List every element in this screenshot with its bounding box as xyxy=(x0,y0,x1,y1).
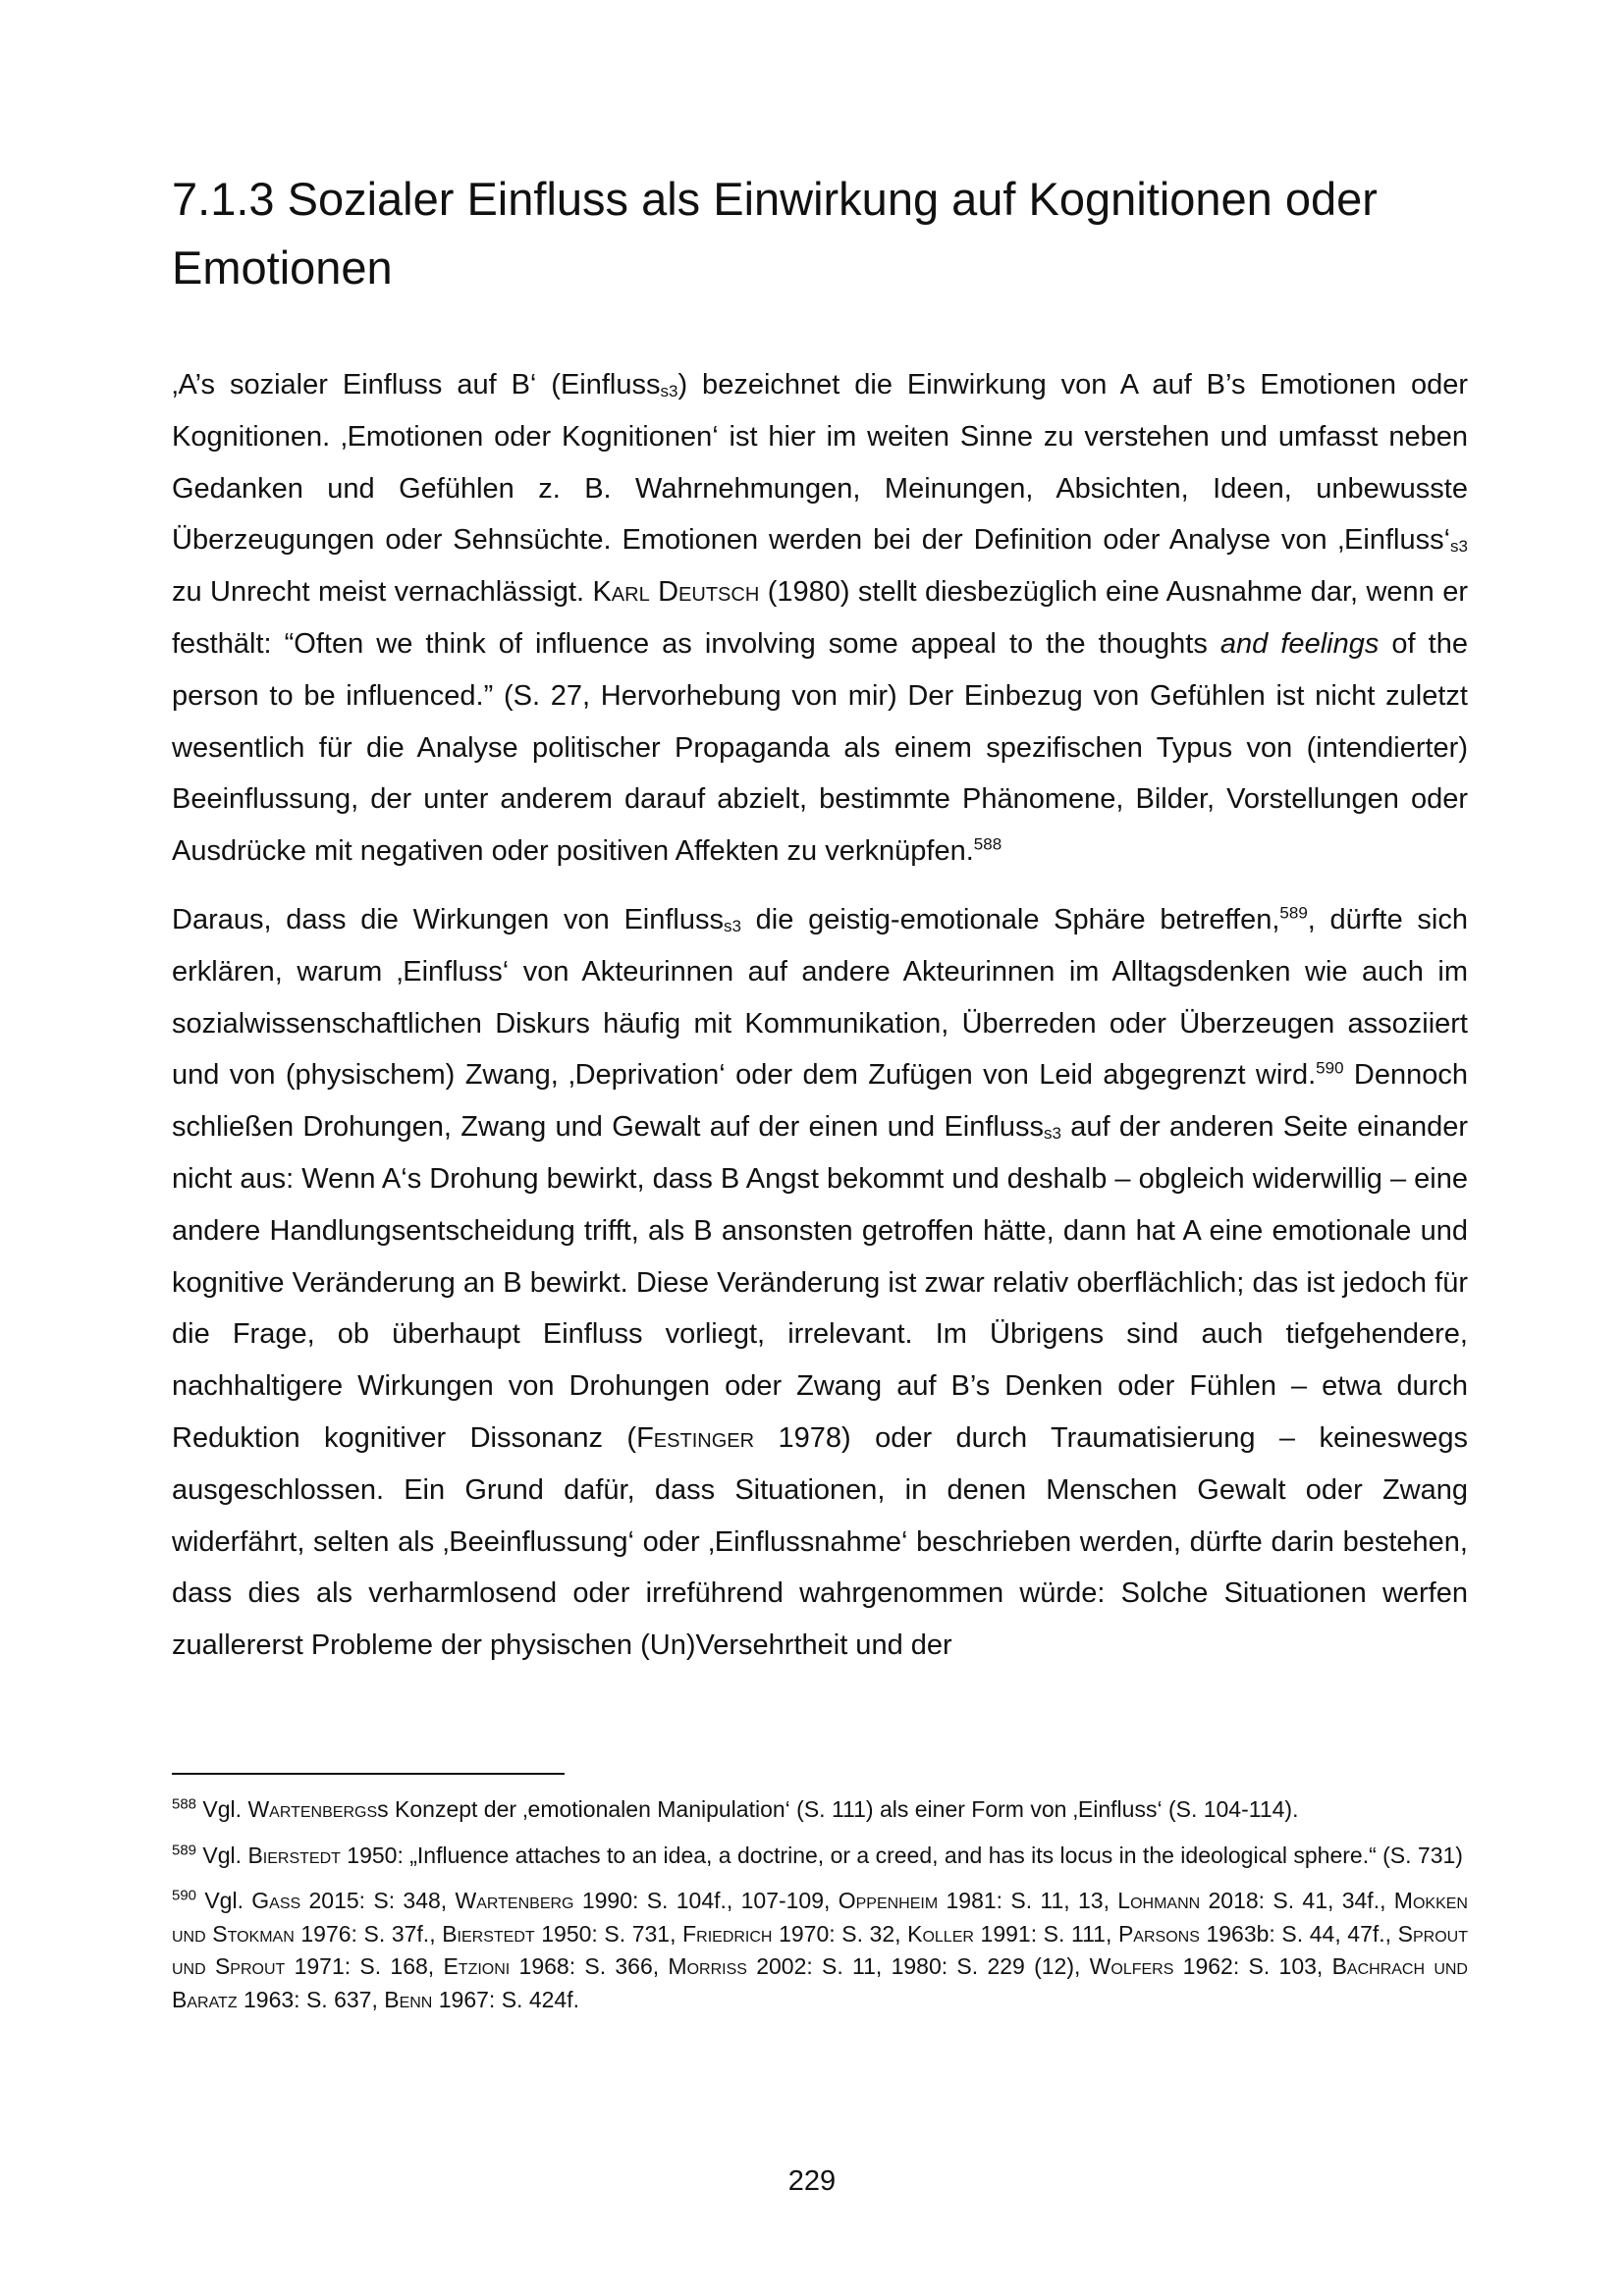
cited-author: Bachrach und Baratz xyxy=(172,1953,1468,2012)
subscript-s3: s3 xyxy=(724,916,741,935)
emphasis-text: and feelings xyxy=(1219,627,1380,660)
cited-author: Morriss xyxy=(668,1953,747,1979)
paragraph-2-text: auf der anderen Seite einander nicht aus: Wenn A‘s Drohung bewirkt, dass B Angst bekommt und deshalb – obgleich widerwillig – eine andere Handlungsentscheidung trifft, als B ansonsten getroffen hätte, dann hat A eine emotionale und kognitive Veränderung an B bewirkt. Diese Veränderung ist zwar relativ oberflächlich; das ist jedoch für die Frage, ob überhaupt Einfluss vorliegt, irrelevant. Im Übrigens sind auch tiefgehendere, nachhaltigere Wirkungen von Drohungen oder Zwang auf B’s Denken oder Fühlen – etwa durch Reduktion kognitiver Dissonanz ( xyxy=(172,1111,1468,1454)
footnotes xyxy=(172,1793,1468,2029)
paragraph-1-text: (1980) stellt diesbezüglich eine Ausnahme dar, wenn er festhält: “Often we think of influence as involving some appeal to the thoughts xyxy=(172,576,1468,660)
cited-author: Bierstedt xyxy=(442,1920,535,1947)
author-name: Karl Deutsch xyxy=(592,576,760,609)
page-number: 229 xyxy=(787,2165,837,2197)
body-text xyxy=(172,359,1468,1672)
footnote-text: Vgl. xyxy=(196,1842,248,1868)
cited-author: Mokken und Stokman xyxy=(172,1888,1468,1947)
cited-author: Oppenheim xyxy=(838,1888,939,1913)
paragraph-1-text: ) bezeichnet die Einwirkung von A auf B’s Emotionen oder Kognitionen. ‚Emotionen oder Kognitionen‘ ist hier im weiten Sinne zu verstehen und umfasst neben Gedanken und Gefühlen z. B. Wahrnehmungen, Meinungen, Absichten, Ideen, unbewusste Überzeugungen oder Sehnsüchte. Emotionen werden bei der Definition oder Analyse von ‚Einfluss‘ xyxy=(172,369,1468,557)
footnote-text: 1981: S. 11, 13, xyxy=(938,1888,1118,1913)
footnote-number: 588 xyxy=(172,1795,197,1813)
footnote-text: 2015: S: 348, xyxy=(300,1888,456,1913)
cited-author: Bierstedt xyxy=(247,1842,341,1868)
footnote-text: 2018: S. 41, 34f., xyxy=(1200,1888,1394,1913)
cited-author: Etzioni xyxy=(443,1953,511,1979)
subscript-s3: s3 xyxy=(660,382,678,400)
paragraph-1 xyxy=(172,359,1468,878)
footnote-text: 1991: S. 111, xyxy=(973,1920,1118,1947)
footnote-text: 1970: S. 32, xyxy=(772,1920,908,1947)
footnote-text: s Konzept der ‚emotionalen Manipulation‘ (S. 111) als einer Form von ‚Einfluss‘ (S. 104-114). xyxy=(377,1796,1299,1822)
footnote-number: 589 xyxy=(172,1841,197,1858)
cited-author: Koller xyxy=(907,1920,974,1947)
cited-author: Lohmann xyxy=(1117,1888,1201,1913)
footnote-number: 590 xyxy=(172,1887,197,1904)
paragraph-2 xyxy=(172,894,1468,1672)
paragraph-2-text: Dennoch schließen Drohungen, Zwang und Gewalt auf der einen und Einfluss xyxy=(172,1059,1468,1144)
footnote-text: Vgl. xyxy=(196,1796,248,1822)
subscript-s3: s3 xyxy=(1450,537,1468,557)
author-name: Festinger xyxy=(636,1421,755,1454)
paragraph-2-text: 1978) oder durch Traumatisierung – keineswegs ausgeschlossen. Ein Grund dafür, dass Situationen, in denen Menschen Gewalt oder Zwang widerfährt, selten als ‚Beeinflussung‘ oder ‚Einflussnahme‘ beschrieben werden, dürfte darin bestehen, dass dies als verharmlosend oder irreführend wahrgenommen würde: Solche Situationen werfen zuallererst Probleme der physischen (Un)Versehrtheit und der xyxy=(172,1421,1468,1662)
footnote-text: 2002: S. 11, 1980: S. 229 (12), xyxy=(746,1953,1090,1979)
footnote-text: 1990: S. 104f., 107-109, xyxy=(573,1888,839,1913)
footnote-text: 1950: „Influence attaches to an idea, a doctrine, or a creed, and has its locus in the ideological sphere.“ (S. 731) xyxy=(340,1842,1463,1868)
footnote-text: 1950: S. 731, xyxy=(534,1920,683,1947)
footnote-text: 1971: S. 168, xyxy=(285,1953,444,1979)
cited-author: Parsons xyxy=(1117,1920,1200,1947)
footnote-text: 1962: S. 103, xyxy=(1173,1953,1332,1979)
paragraph-2-text: die geistig-emotionale Sphäre betreffen, xyxy=(740,903,1280,935)
footnote-text: 1963: S. 637, xyxy=(237,1986,385,2012)
subscript-s3: s3 xyxy=(1044,1124,1061,1144)
cited-author: Friedrich xyxy=(682,1920,773,1947)
footnote-590 xyxy=(172,1885,1468,2016)
footnote-ref-589[interactable]: 589 xyxy=(1279,903,1308,923)
footnote-ref-588[interactable]: 588 xyxy=(973,834,1002,854)
paragraph-1-text: zu Unrecht meist vernachlässigt. xyxy=(172,576,593,609)
footnote-588 xyxy=(172,1793,1468,1827)
cited-author: Wolfers xyxy=(1089,1953,1174,1979)
paragraph-1-text: ‚A’s sozialer Einfluss auf B‘ (Einfluss xyxy=(172,369,661,400)
footnote-ref-590[interactable]: 590 xyxy=(1316,1058,1344,1078)
cited-author: Gass xyxy=(251,1888,301,1913)
cited-author: Wartenbergs xyxy=(247,1796,378,1822)
cited-author: Benn xyxy=(384,1986,433,2012)
footnote-589 xyxy=(172,1840,1468,1873)
cited-author: Wartenberg xyxy=(455,1888,574,1913)
paragraph-2-text: Daraus, dass die Wirkungen von Einfluss xyxy=(172,903,724,935)
paragraph-1-text: of the person to be influenced.” (S. 27, Hervorhebung von mir) Der Einbezug von Gefühlen ist nicht zuletzt wesentlich für die Analyse politischer Propaganda als einem spezifischen Typus von (intendierter) Beeinflussung, der unter anderem darauf abzielt, bestimmte Phänomene, Bilder, Vorstellungen oder Ausdrücke mit negativen oder positiven Affekten zu verknüpfen. xyxy=(172,627,1468,868)
cited-author: Sprout und Sprout xyxy=(172,1920,1468,1979)
footnote-text: 1968: S. 366, xyxy=(510,1953,669,1979)
section-heading: 7.1.3 Sozialer Einfluss als Einwirkung auf Kognitionen oder Emotionen xyxy=(172,173,1378,294)
footnote-text: Vgl. xyxy=(196,1888,252,1913)
footnote-separator xyxy=(172,1773,565,1775)
footnote-text: 1967: S. 424f. xyxy=(432,1986,579,2012)
paragraph-2-text: , dürfte sich erklären, warum ‚Einfluss‘ von Akteurinnen auf andere Akteurinnen im Alltagsdenken wie auch im sozialwissenschaftlichen Diskurs häufig mit Kommunikation, Überreden oder Überzeugen assoziiert und von (physischem) Zwang, ‚Deprivation‘ oder dem Zufügen von Leid abgegrenzt wird. xyxy=(172,903,1468,1092)
footnote-text: 1963b: S. 44, 47f., xyxy=(1199,1920,1398,1947)
footnote-text: 1976: S. 37f., xyxy=(294,1920,443,1947)
